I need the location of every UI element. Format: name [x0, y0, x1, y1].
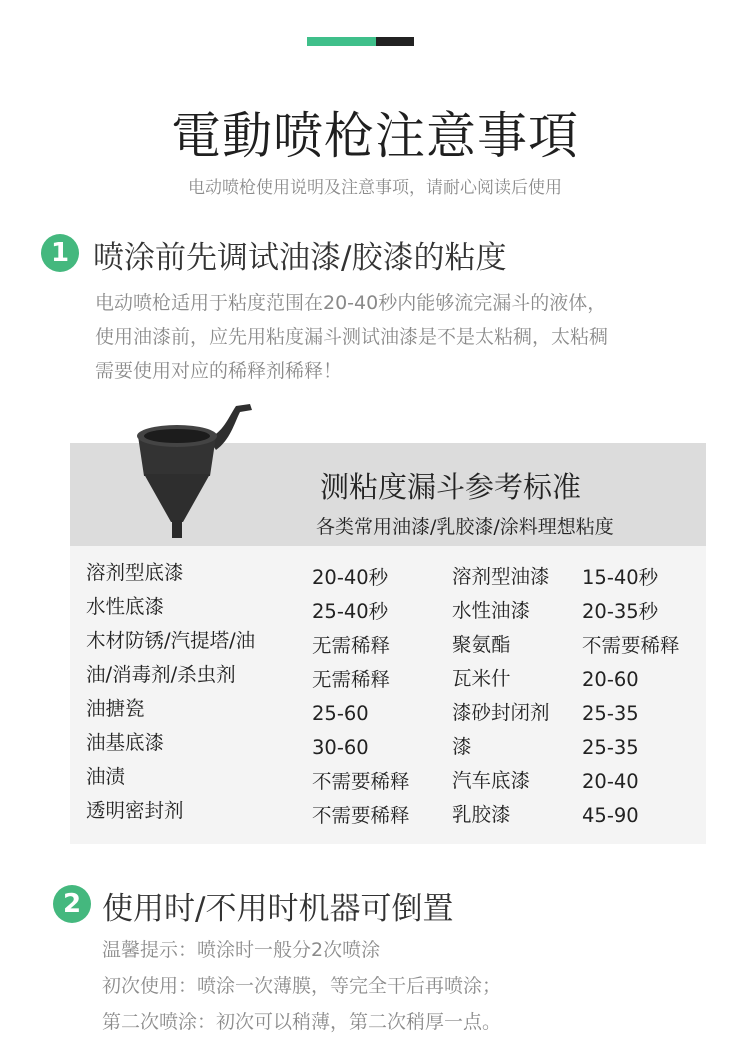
table-title: 测粘度漏斗参考标准 [320, 470, 582, 504]
table-cell: 木材防锈/汽提塔/油 [86, 629, 256, 652]
section-2-number-badge: 2 [53, 885, 91, 923]
table-cell: 45-90 [582, 804, 639, 827]
table-column-material-right [452, 562, 550, 834]
table-cell: 无需稀释 [312, 668, 391, 691]
table-cell: 漆砂封闭剂 [452, 701, 550, 724]
section-2-heading: 使用时/不用时机器可倒置 [102, 891, 454, 927]
table-cell: 20-40秒 [312, 566, 389, 589]
table-cell: 20-35秒 [582, 600, 659, 623]
section-1-heading: 喷涂前先调试油漆/胶漆的粘度 [93, 240, 507, 276]
table-cell: 油搪瓷 [86, 697, 145, 720]
table-subtitle: 各类常用油漆/乳胶漆/涂料理想粘度 [316, 516, 614, 538]
table-cell: 溶剂型油漆 [452, 565, 550, 588]
section-1-line: 电动喷枪适用于粘度范围在20-40秒内能够流完漏斗的液体， [95, 292, 607, 314]
table-cell: 透明密封剂 [86, 799, 184, 822]
table-cell: 油/消毒剂/杀虫剂 [86, 663, 236, 686]
table-cell: 溶剂型底漆 [86, 561, 184, 584]
table-cell: 聚氨酯 [452, 633, 511, 656]
table-column-viscosity-right [582, 563, 680, 835]
table-cell: 25-60 [312, 702, 369, 725]
table-cell: 25-35 [582, 702, 639, 725]
table-cell: 瓦米什 [452, 667, 511, 690]
section-1-paragraph [95, 286, 735, 388]
tip-line: 初次使用：喷涂一次薄膜，等完全干后再喷涂； [102, 975, 502, 997]
section-1-line: 使用油漆前，应先用粘度漏斗测试油漆是不是太粘稠，太粘稠 [95, 326, 609, 348]
table-cell: 油基底漆 [86, 731, 165, 754]
tip-line: 温馨提示：喷涂时一般分2次喷涂 [102, 939, 381, 961]
table-cell: 20-40 [582, 770, 639, 793]
tip-line: 第二次喷涂：初次可以稍薄，第二次稍厚一点。 [102, 1011, 502, 1033]
table-cell: 漆 [452, 735, 472, 758]
table-cell: 不需要稀释 [582, 634, 680, 657]
table-column-viscosity-left [312, 563, 410, 835]
table-column-material-left [86, 558, 255, 830]
section-1-number-badge: 1 [41, 234, 79, 272]
table-cell: 25-35 [582, 736, 639, 759]
table-cell: 不需要稀释 [312, 804, 410, 827]
table-cell: 不需要稀释 [312, 770, 410, 793]
table-cell: 无需稀释 [312, 634, 391, 657]
table-cell: 油渍 [86, 765, 126, 788]
accent-bar-green [307, 37, 376, 46]
page-title: 電動喷枪注意事項 [171, 107, 579, 165]
table-cell: 15-40秒 [582, 566, 659, 589]
table-cell: 30-60 [312, 736, 369, 759]
table-cell: 20-60 [582, 668, 639, 691]
accent-bar-dark [376, 37, 414, 46]
table-cell: 水性底漆 [86, 595, 165, 618]
table-cell: 25-40秒 [312, 600, 389, 623]
viscosity-funnel-icon [128, 398, 268, 546]
page-subtitle: 电动喷枪使用说明及注意事项，请耐心阅读后使用 [188, 178, 562, 198]
table-cell: 汽车底漆 [452, 769, 531, 792]
section-2-tips [102, 932, 722, 1040]
table-cell: 乳胶漆 [452, 803, 511, 826]
section-1-line: 需要使用对应的稀释剂稀释！ [95, 360, 343, 382]
table-cell: 水性油漆 [452, 599, 531, 622]
accent-bar [307, 37, 414, 46]
